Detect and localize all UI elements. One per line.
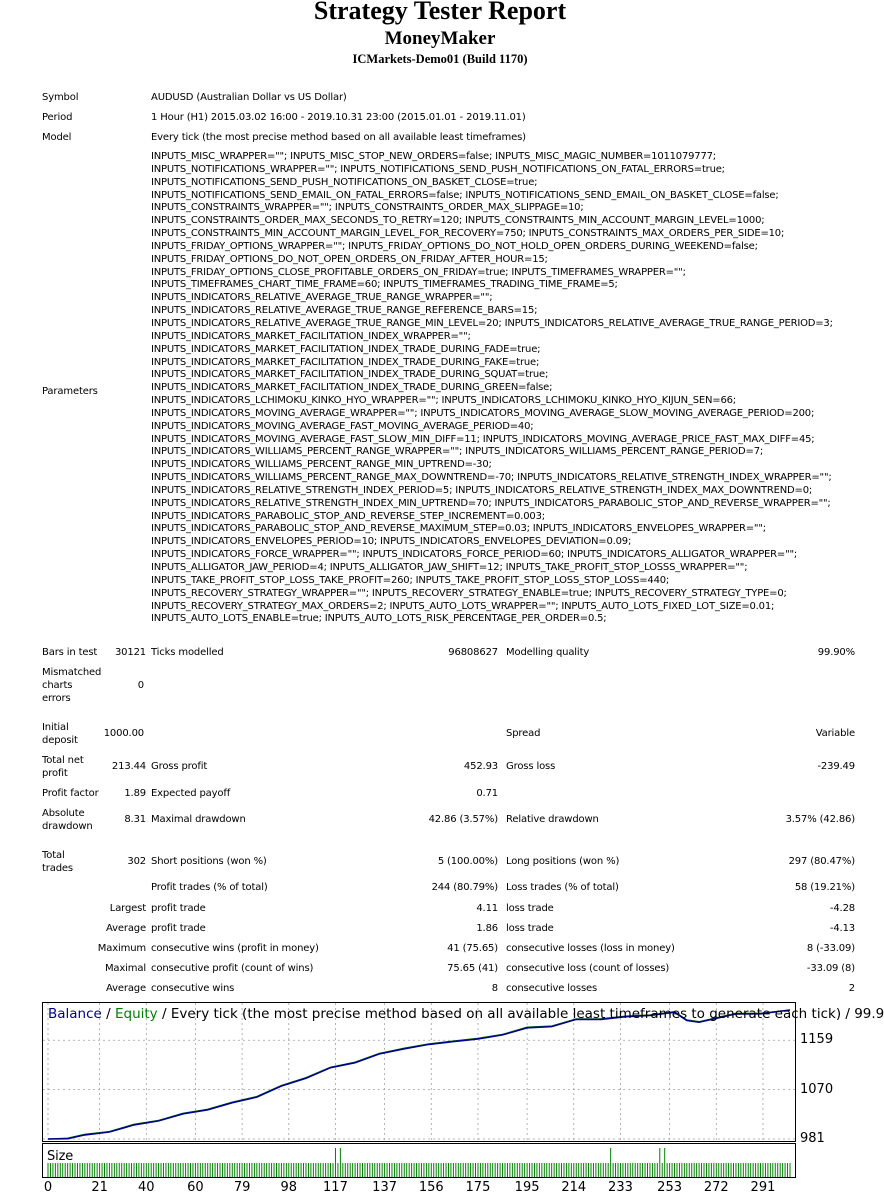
parameter-line: INPUTS_INDICATORS_MARKET_FACILITATION_INDEX_TRADE_DURING_SQUAT=true; <box>151 369 549 381</box>
parameter-line: INPUTS_CONSTRAINTS_ORDER_MAX_SECONDS_TO_RETRY=120; INPUTS_CONSTRAINTS_MIN_ACCOUNT_MARGIN_LEVEL=1000; <box>151 215 765 227</box>
short-value: 5 (100.00%) <box>437 856 498 867</box>
x-tick-label: 21 <box>91 1180 108 1195</box>
parameter-line: INPUTS_INDICATORS_MARKET_FACILITATION_INDEX_TRADE_DURING_FADE=true; <box>151 343 541 355</box>
maximal-profit-value: 75.65 (41) <box>447 963 498 974</box>
grossprofit-value: 452.93 <box>463 761 498 772</box>
x-tick-label: 98 <box>280 1180 298 1195</box>
x-tick-label: 137 <box>372 1180 398 1195</box>
maximal-profit-label: consecutive profit (count of wins) <box>151 963 314 974</box>
parameter-line: INPUTS_NOTIFICATIONS_WRAPPER=""; INPUTS_NOTIFICATIONS_SEND_PUSH_NOTIFICATIONS_ON_FATAL_ERRORS=true; <box>151 163 725 175</box>
x-tick-label: 195 <box>514 1180 540 1195</box>
netprofit-label-2: profit <box>42 768 68 779</box>
balance-chart <box>42 1002 796 1178</box>
maxdd-label: Maximal drawdown <box>151 814 246 825</box>
parameter-line: INPUTS_INDICATORS_RELATIVE_AVERAGE_TRUE_RANGE_WRAPPER=""; <box>151 292 493 304</box>
largest-label: Largest <box>109 903 146 914</box>
pf-value: 1.89 <box>124 788 146 799</box>
parameter-line: INPUTS_FRIDAY_OPTIONS_CLOSE_PROFITABLE_ORDERS_ON_FRIDAY=true; INPUTS_TIMEFRAMES_WRAPPER=""; <box>151 266 686 278</box>
parameter-line: INPUTS_INDICATORS_RELATIVE_AVERAGE_TRUE_RANGE_MIN_LEVEL=20; INPUTS_INDICATORS_RELATIVE_AVERAGE_TRUE_RANGE_PERIOD=3; <box>151 317 833 329</box>
long-label: Long positions (won %) <box>506 856 620 867</box>
mismatch-label-1: Mismatched <box>42 667 102 678</box>
reldd-value: 3.57% (42.86) <box>785 814 855 825</box>
grossloss-label: Gross loss <box>506 761 556 772</box>
parameter-line: INPUTS_FRIDAY_OPTIONS_WRAPPER=""; INPUTS_FRIDAY_OPTIONS_DO_NOT_HOLD_OPEN_ORDERS_DURING_WEEKEND=false; <box>151 240 758 252</box>
server-name: ICMarkets-Demo01 (Build 1170) <box>352 52 528 66</box>
short-label: Short positions (won %) <box>151 856 267 867</box>
max-losses-label: consecutive losses (loss in money) <box>506 943 675 954</box>
parameter-line: INPUTS_INDICATORS_RELATIVE_STRENGTH_INDEX_MIN_UPTREND=70; INPUTS_INDICATORS_PARABOLIC_STOP_AND_REVERSE_WRAPPER=""; <box>151 497 831 509</box>
x-tick-label: 175 <box>465 1180 491 1195</box>
largest-loss-value: -4.28 <box>829 903 855 914</box>
maximal-loss-label: consecutive loss (count of losses) <box>506 963 670 974</box>
x-tick-label: 79 <box>233 1180 251 1195</box>
max-losses-value: 8 (-33.09) <box>806 943 855 954</box>
quality-value: 99.90% <box>817 647 855 658</box>
payoff-value: 0.71 <box>476 788 498 799</box>
average-profit-value: 1.86 <box>476 923 498 934</box>
mismatch-value: 0 <box>137 680 144 691</box>
parameter-line: INPUTS_INDICATORS_MOVING_AVERAGE_FAST_SLOW_MIN_DIFF=11; INPUTS_INDICATORS_MOVING_AVERAGE_PRICE_FAST_MAX_DIFF=45; <box>151 433 815 445</box>
parameter-line: INPUTS_INDICATORS_RELATIVE_AVERAGE_TRUE_RANGE_REFERENCE_BARS=15; <box>151 305 538 317</box>
parameter-line: INPUTS_INDICATORS_RELATIVE_STRENGTH_INDEX_PERIOD=5; INPUTS_INDICATORS_RELATIVE_STRENGTH_INDEX_MAX_DOWNTREND=0; <box>151 484 813 496</box>
symbol-label: Symbol <box>42 92 79 103</box>
mismatch-label-3: errors <box>42 693 71 704</box>
profittrades-value: 244 (80.79%) <box>431 882 498 893</box>
x-tick-label: 291 <box>750 1180 776 1195</box>
parameter-line: INPUTS_INDICATORS_WILLIAMS_PERCENT_RANGE_WRAPPER=""; INPUTS_INDICATORS_WILLIAMS_PERCENT_RANGE_PERIOD=7; <box>151 446 764 458</box>
average-loss-value: -4.13 <box>829 923 855 934</box>
average-loss-label: loss trade <box>506 923 554 934</box>
trades-label-1: Total <box>42 850 65 861</box>
absdd-value: 8.31 <box>124 814 146 825</box>
mismatch-label-2: charts <box>42 680 73 691</box>
parameter-line: INPUTS_INDICATORS_MARKET_FACILITATION_INDEX_TRADE_DURING_FAKE=true; <box>151 356 540 368</box>
netprofit-value: 213.44 <box>111 761 146 772</box>
max-wins-label: consecutive wins (profit in money) <box>151 943 319 954</box>
parameter-line: INPUTS_NOTIFICATIONS_SEND_PUSH_NOTIFICATIONS_ON_BASKET_CLOSE=true; <box>151 176 538 188</box>
largest-loss-label: loss trade <box>506 903 554 914</box>
parameter-line: INPUTS_CONSTRAINTS_WRAPPER=""; INPUTS_CONSTRAINTS_ORDER_MAX_SLIPPAGE=10; <box>151 202 584 214</box>
report-title: Strategy Tester Report <box>313 0 567 25</box>
quality-label: Modelling quality <box>506 647 590 658</box>
parameter-line: INPUTS_ALLIGATOR_JAW_PERIOD=4; INPUTS_ALLIGATOR_JAW_SHIFT=12; INPUTS_TAKE_PROFIT_STOP_LOSSS_WRAPPER=""; <box>151 562 748 573</box>
grossprofit-label: Gross profit <box>151 761 208 772</box>
parameter-line: INPUTS_AUTO_LOTS_ENABLE=true; INPUTS_AUTO_LOTS_RISK_PERCENTAGE_PER_ORDER=0.5; <box>151 613 607 625</box>
largest-profit-value: 4.11 <box>476 903 498 914</box>
parameter-line: INPUTS_RECOVERY_STRATEGY_MAX_ORDERS=2; INPUTS_AUTO_LOTS_WRAPPER=""; INPUTS_AUTO_LOTS_FIXED_LOT_SIZE=0.01; <box>151 600 775 612</box>
symbol-value: AUDUSD (Australian Dollar vs US Dollar) <box>151 92 347 103</box>
size-label: Size <box>47 1149 74 1164</box>
parameter-line: INPUTS_INDICATORS_MOVING_AVERAGE_WRAPPER=""; INPUTS_INDICATORS_MOVING_AVERAGE_SLOW_MOVING_AVERAGE_PERIOD=200; <box>151 407 815 419</box>
legend-sep: / <box>101 1006 115 1022</box>
parameter-line: INPUTS_INDICATORS_WILLIAMS_PERCENT_RANGE_MAX_DOWNTREND=-70; INPUTS_INDICATORS_RELATIVE_STRENGTH_INDEX_WRAPPER=""; <box>151 472 832 484</box>
avg-wins-value: 8 <box>491 983 498 994</box>
legend-balance: Balance <box>48 1006 102 1022</box>
avg-wins-label: consecutive wins <box>151 983 235 994</box>
parameter-line: INPUTS_INDICATORS_WILLIAMS_PERCENT_RANGE_MIN_UPTREND=-30; <box>151 459 492 471</box>
parameter-line: INPUTS_MISC_WRAPPER=""; INPUTS_MISC_STOP_NEW_ORDERS=false; INPUTS_MISC_MAGIC_NUMBER=1011079777; <box>151 151 716 162</box>
average-label: Average <box>105 923 146 934</box>
parameter-line: INPUTS_NOTIFICATIONS_SEND_EMAIL_ON_FATAL_ERRORS=false; INPUTS_NOTIFICATIONS_SEND_EMAIL_ON_BASKET_CLOSE=false; <box>151 189 779 201</box>
absdd-label-2: drawdown <box>42 821 93 832</box>
chart-legend <box>48 1006 884 1022</box>
deposit-label-1: Initial <box>42 722 69 733</box>
parameter-line: INPUTS_CONSTRAINTS_MIN_ACCOUNT_MARGIN_LEVEL_FOR_RECOVERY=750; INPUTS_CONSTRAINTS_MAX_ORDERS_PER_SIDE=10; <box>151 228 785 240</box>
y-tick-label: 1070 <box>800 1081 834 1097</box>
legend-equity: Equity <box>114 1006 158 1022</box>
reldd-label: Relative drawdown <box>506 814 599 825</box>
x-tick-label: 156 <box>418 1180 444 1195</box>
spread-label: Spread <box>506 728 541 739</box>
parameter-line: INPUTS_RECOVERY_STRATEGY_WRAPPER=""; INPUTS_RECOVERY_STRATEGY_ENABLE=true; INPUTS_RECOVERY_STRATEGY_TYPE=0; <box>151 587 787 599</box>
x-tick-label: 253 <box>657 1180 683 1195</box>
parameter-line: INPUTS_INDICATORS_FORCE_WRAPPER=""; INPUTS_INDICATORS_FORCE_PERIOD=60; INPUTS_INDICATORS_ALLIGATOR_WRAPPER=""; <box>151 549 798 561</box>
parameter-line: INPUTS_INDICATORS_PARABOLIC_STOP_AND_REVERSE_STEP_INCREMENT=0.003; <box>151 510 545 522</box>
parameter-line: INPUTS_INDICATORS_PARABOLIC_STOP_AND_REVERSE_MAXIMUM_STEP=0.03; INPUTS_INDICATORS_ENVELOPES_WRAPPER=""; <box>151 523 766 535</box>
parameter-line: INPUTS_INDICATORS_ENVELOPES_PERIOD=10; INPUTS_INDICATORS_ENVELOPES_DEVIATION=0.09; <box>151 536 632 548</box>
avg-losses-value: 2 <box>848 983 855 994</box>
parameters-label: Parameters <box>42 386 98 397</box>
parameters-list <box>151 151 833 626</box>
ticks-value: 96808627 <box>448 647 498 658</box>
x-tick-label: 272 <box>703 1180 729 1195</box>
losstrades-value: 58 (19.21%) <box>794 882 855 893</box>
spread-value: Variable <box>815 728 855 739</box>
y-tick-label: 1159 <box>800 1032 834 1048</box>
deposit-label-2: deposit <box>42 735 78 746</box>
parameter-line: INPUTS_INDICATORS_MOVING_AVERAGE_FAST_MOVING_AVERAGE_PERIOD=40; <box>151 420 534 432</box>
payoff-label: Expected payoff <box>151 788 231 799</box>
max-wins-value: 41 (75.65) <box>447 943 498 954</box>
x-tick-label: 117 <box>323 1180 348 1195</box>
ticks-label: Ticks modelled <box>151 647 224 658</box>
x-tick-label: 60 <box>187 1180 204 1195</box>
grossloss-value: -239.49 <box>817 761 855 772</box>
maximum-label: Maximum <box>97 943 146 954</box>
parameter-line: INPUTS_INDICATORS_MARKET_FACILITATION_INDEX_WRAPPER=""; <box>151 330 471 342</box>
trades-value: 302 <box>127 856 146 867</box>
largest-profit-label: profit trade <box>151 903 206 914</box>
parameter-line: INPUTS_FRIDAY_OPTIONS_DO_NOT_OPEN_ORDERS_ON_FRIDAY_AFTER_HOUR=15; <box>151 253 548 265</box>
model-label: Model <box>42 132 72 143</box>
model-value: Every tick (the most precise method based on all available least timeframes) <box>151 132 526 143</box>
x-tick-label: 214 <box>561 1180 587 1195</box>
parameter-line: INPUTS_INDICATORS_LCHIMOKU_KINKO_HYO_WRAPPER=""; INPUTS_INDICATORS_LCHIMOKU_KINKO_HYO_KIJUN_SEN=66; <box>151 395 736 407</box>
x-tick-label: 0 <box>43 1180 53 1195</box>
trades-label-2: trades <box>42 863 73 874</box>
avg-losses-label: consecutive losses <box>506 983 598 994</box>
legend-desc: / Every tick (the most precise method based on all available least timeframes to generate each tick) / 99.9 <box>157 1006 884 1022</box>
y-tick-label: 981 <box>800 1131 825 1146</box>
pf-label: Profit factor <box>42 788 99 799</box>
parameter-line: INPUTS_TIMEFRAMES_CHART_TIME_FRAME=60; INPUTS_TIMEFRAMES_TRADING_TIME_FRAME=5; <box>151 279 618 291</box>
average-profit-label: profit trade <box>151 923 206 934</box>
bars-label: Bars in test <box>42 647 98 658</box>
period-label: Period <box>42 112 73 123</box>
maximal-label: Maximal <box>104 963 146 974</box>
profittrades-label: Profit trades (% of total) <box>151 882 268 893</box>
maxdd-value: 42.86 (3.57%) <box>428 814 498 825</box>
netprofit-label-1: Total net <box>42 755 84 766</box>
x-tick-label: 233 <box>608 1180 633 1195</box>
avg-label: Average <box>105 983 146 994</box>
bars-value: 30121 <box>114 647 146 658</box>
absdd-label-1: Absolute <box>42 808 85 819</box>
x-tick-label: 40 <box>137 1180 155 1195</box>
period-value: 1 Hour (H1) 2015.03.02 16:00 - 2019.10.31 23:00 (2015.01.01 - 2019.11.01) <box>151 112 526 123</box>
parameter-line: INPUTS_TAKE_PROFIT_STOP_LOSS_TAKE_PROFIT=260; INPUTS_TAKE_PROFIT_STOP_LOSS_STOP_LOSS=440; <box>151 574 670 586</box>
long-value: 297 (80.47%) <box>788 856 855 867</box>
maximal-loss-value: -33.09 (8) <box>806 963 855 974</box>
parameter-line: INPUTS_INDICATORS_MARKET_FACILITATION_INDEX_TRADE_DURING_GREEN=false; <box>151 382 553 394</box>
expert-name: MoneyMaker <box>384 28 496 49</box>
deposit-value: 1000.00 <box>103 728 144 739</box>
losstrades-label: Loss trades (% of total) <box>506 882 619 893</box>
